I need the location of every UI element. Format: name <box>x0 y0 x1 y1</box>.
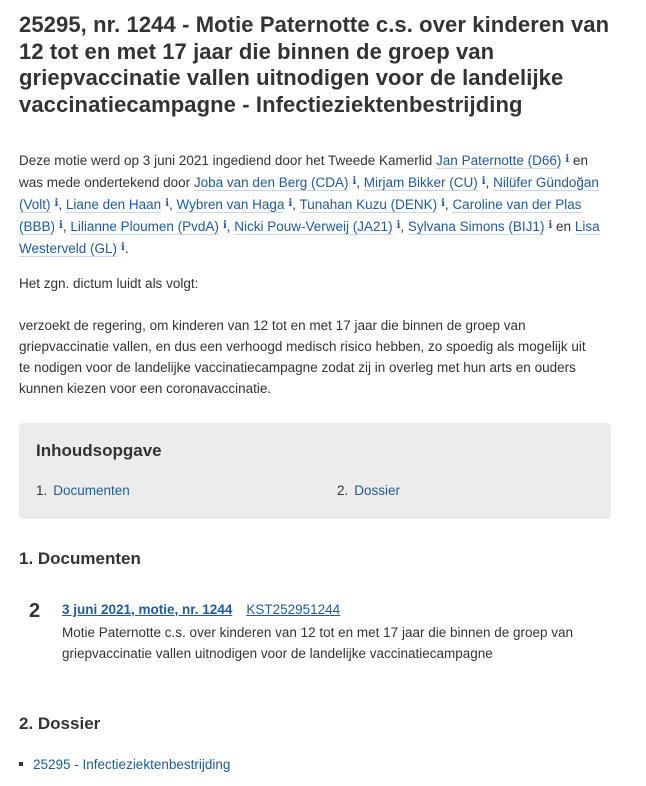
cosigned-text: en was mede ondertekend door <box>19 153 588 190</box>
page-title: 25295, nr. 1244 - Motie Paternotte c.s. over kinderen van 12 tot en met 17 jaar die binnen de groep van griepvaccinatie vallen uitnodigen voor de landelijke vaccinatiecampagne - Infectieziektenbestrijding <box>19 12 610 117</box>
info-icon[interactable]: i <box>54 198 59 209</box>
toc-link-documenten[interactable]: Documenten <box>53 483 130 498</box>
cosigner-link[interactable]: Nilüfer Gündoğan (Volt) <box>19 175 599 212</box>
bullet-icon <box>19 762 23 766</box>
info-icon[interactable]: i <box>222 220 227 231</box>
document-header <box>62 602 340 617</box>
cosigner-link[interactable]: Nicki Pouw-Verweij (JA21) <box>234 219 393 234</box>
toc-title: Inhoudsopgave <box>36 441 162 460</box>
document-description: Motie Paternotte c.s. over kinderen van 12 tot en met 17 jaar die binnen de groep van griepvaccinatie vallen uitnodigen voor de landelijke vaccinatiecampagne <box>62 625 574 661</box>
info-icon[interactable]: i <box>396 220 401 231</box>
toc-link-dossier[interactable]: Dossier <box>354 483 401 498</box>
cosigner-link[interactable]: Mirjam Bikker (CU) <box>363 175 478 190</box>
info-icon[interactable]: i <box>121 242 125 253</box>
toc-item <box>36 483 130 498</box>
cosigner-link[interactable]: Lisa Westerveld (GL) <box>19 219 600 256</box>
cosigner-link[interactable]: Tunahan Kuzu (DENK) <box>299 197 438 212</box>
dossier-heading: 2. Dossier <box>19 714 101 733</box>
info-icon[interactable]: i <box>565 154 570 165</box>
document-kst-link[interactable]: KST252951244 <box>246 602 341 617</box>
cosigner-link[interactable]: Sylvana Simons (BIJ1) <box>407 219 545 234</box>
table-of-contents <box>19 423 611 519</box>
info-icon[interactable]: i <box>441 198 445 209</box>
toc-item <box>337 483 400 498</box>
dossier-link[interactable]: 25295 - Infectieziektenbestrijding <box>33 757 231 772</box>
page <box>19 0 615 772</box>
and-word: en <box>556 219 572 234</box>
toc-item-number: 2. <box>337 483 349 498</box>
info-icon[interactable]: i <box>165 198 169 209</box>
dictum-label: Het zgn. dictum luidt als volgt: <box>19 276 199 291</box>
submitter-link[interactable]: Jan Paternotte (D66) <box>436 153 562 168</box>
cosigner-link[interactable]: Wybren van Haga <box>176 197 285 212</box>
cosigner-link[interactable]: Lilianne Ploumen (PvdA) <box>70 219 219 234</box>
info-icon[interactable]: i <box>288 198 293 209</box>
document-number: 2 <box>29 600 41 622</box>
documents-heading: 1. Documenten <box>19 549 141 568</box>
motion-intro: Deze motie werd op 3 juni 2021 ingediend door het Tweede Kamerlid Jan Paternotte (D66) i en was mede ondertekend door Joba van den Berg (CDA) i, Mirjam Bikker (CU) i, Nilüfer Gündoğan (Volt) i, Liane den Haan i, Wybren van Haga i, Tunahan Kuzu (DENK) i, Caroline van der Plas (BBB) i, Lilianne Ploumen (PvdA) i, Nicki Pouw-Verweij (JA21) i, Sylvana Simons (BIJ1) i en Lisa Westerveld (GL) i. <box>19 149 615 259</box>
info-icon[interactable]: i <box>548 220 553 231</box>
dictum-text: verzoekt de regering, om kinderen van 12 tot en met 17 jaar die binnen de groep van griepvaccinatie vallen, en dus een verhoogd medisch risico hebben, zo spoedig als mogelijk uit te nodigen voor de landelijke vaccinatiecampagne zodat zij in overleg met hun arts en ouders kunnen kiezen voor een coronavaccinatie. <box>19 318 586 396</box>
cosigner-link[interactable]: Joba van den Berg (CDA) <box>193 175 349 190</box>
document-title-link[interactable]: 3 juni 2021, motie, nr. 1244 <box>62 602 233 617</box>
intro-text: Deze motie werd op 3 juni 2021 ingediend door het Tweede Kamerlid <box>19 153 433 168</box>
info-icon[interactable]: i <box>352 176 357 187</box>
info-icon[interactable]: i <box>59 220 63 231</box>
toc-item-number: 1. <box>36 483 48 498</box>
info-icon[interactable]: i <box>481 176 486 187</box>
cosigner-link[interactable]: Liane den Haan <box>65 197 162 212</box>
list-item <box>19 757 230 772</box>
cosigner-link[interactable]: Caroline van der Plas (BBB) <box>19 197 582 234</box>
